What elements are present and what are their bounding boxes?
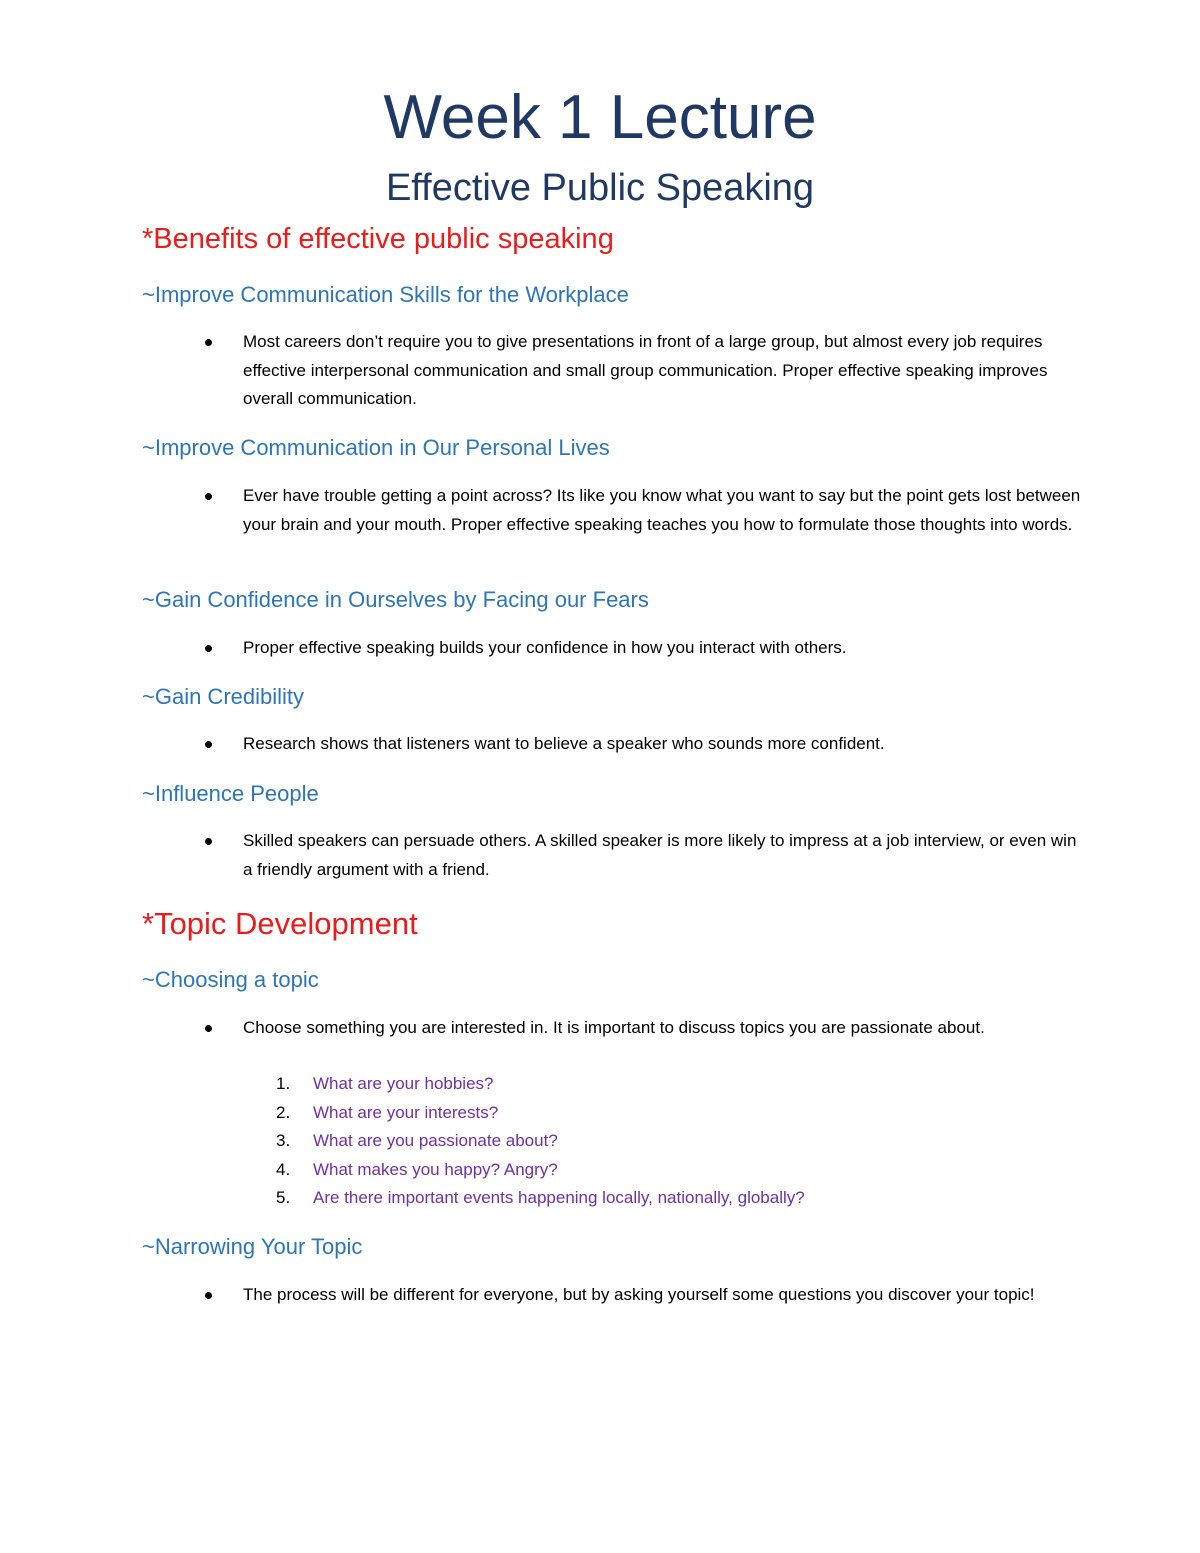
list-item bbox=[205, 730, 1085, 759]
bullet-icon bbox=[205, 645, 212, 652]
page-title: Week 1 Lecture bbox=[383, 83, 817, 152]
question-text: What are you passionate about? bbox=[313, 1131, 558, 1151]
list-number: 4. bbox=[276, 1159, 291, 1179]
list-number: 2. bbox=[276, 1102, 291, 1122]
subsection-heading-credibility: ~Gain Credibility bbox=[142, 684, 305, 709]
bullet-icon bbox=[205, 339, 212, 346]
bullet-icon bbox=[205, 1292, 212, 1299]
list-number: 1. bbox=[276, 1074, 291, 1093]
list-item bbox=[205, 1281, 1085, 1310]
bullet-icon bbox=[205, 838, 212, 845]
list-item bbox=[205, 1014, 1085, 1043]
section-heading-topic-development: *Topic Development bbox=[142, 906, 418, 941]
bullet-icon bbox=[205, 493, 212, 500]
subsection-heading-narrowing-topic: ~Narrowing Your Topic bbox=[142, 1234, 363, 1259]
list-item bbox=[205, 328, 1085, 414]
subsection-heading-confidence: ~Gain Confidence in Ourselves by Facing our Fears bbox=[142, 587, 649, 612]
list-item-text: Most careers don’t require you to give presentations in front of a large group, but almost every job requires effective interpersonal communication and small group communication. Proper effective speaking improves overall communication. bbox=[243, 332, 1048, 408]
list-number: 5. bbox=[276, 1188, 291, 1208]
bullet-icon bbox=[205, 1025, 212, 1032]
question-text: What are your interests? bbox=[313, 1102, 499, 1122]
subsection-heading-workplace: ~Improve Communication Skills for the Workplace bbox=[142, 282, 629, 307]
list-item-text: Research shows that listeners want to believe a speaker who sounds more confident. bbox=[243, 734, 885, 753]
list-item bbox=[205, 634, 1085, 663]
question-text: Are there important events happening locally, nationally, globally? bbox=[313, 1188, 805, 1208]
page-subtitle: Effective Public Speaking bbox=[385, 167, 815, 209]
bullet-icon bbox=[205, 741, 212, 748]
subsection-heading-personal-lives: ~Improve Communication in Our Personal Lives bbox=[142, 435, 610, 460]
section-heading-benefits: *Benefits of effective public speaking bbox=[142, 223, 614, 255]
list-item-text: Choose something you are interested in. It is important to discuss topics you are passionate about. bbox=[243, 1018, 985, 1037]
list-item-text: Ever have trouble getting a point across? Its like you know what you want to say but the point gets lost between your brain and your mouth. Proper effective speaking teaches you how to formulate those thoughts into words. bbox=[243, 486, 1081, 534]
question-text: What are your hobbies? bbox=[313, 1074, 494, 1093]
subsection-heading-choosing-topic: ~Choosing a topic bbox=[142, 967, 319, 992]
question-text: What makes you happy? Angry? bbox=[313, 1159, 558, 1179]
list-number: 3. bbox=[276, 1131, 291, 1151]
list-item-text: The process will be different for everyone, but by asking yourself some questions you discover your topic! bbox=[243, 1285, 1035, 1304]
list-item bbox=[205, 827, 1085, 884]
list-item-text: Skilled speakers can persuade others. A skilled speaker is more likely to impress at a job interview, or even win a friendly argument with a friend. bbox=[243, 831, 1077, 879]
list-item bbox=[205, 482, 1085, 539]
subsection-heading-influence: ~Influence People bbox=[142, 781, 319, 806]
list-item-text: Proper effective speaking builds your confidence in how you interact with others. bbox=[243, 638, 847, 657]
